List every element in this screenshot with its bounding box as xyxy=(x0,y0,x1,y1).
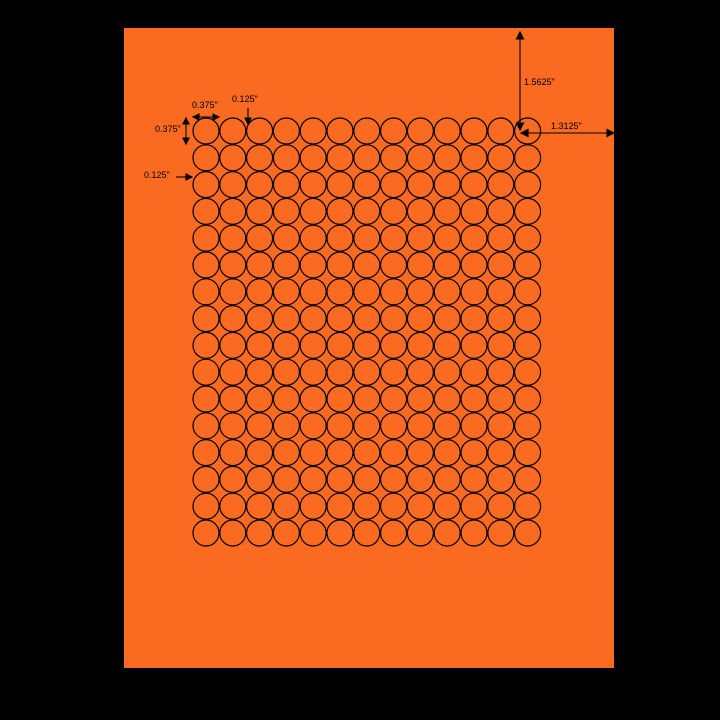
label-sheet xyxy=(124,28,614,668)
dim-label-vertical-gap: 0.125" xyxy=(144,170,170,180)
dim-label-right-margin: 1.3125" xyxy=(551,121,582,131)
dim-label-horizontal-gap: 0.125" xyxy=(232,94,258,104)
dim-label-label-height: 0.375" xyxy=(155,124,181,134)
dim-label-top-margin: 1.5625" xyxy=(524,77,555,87)
dim-label-label-width: 0.375" xyxy=(192,100,218,110)
